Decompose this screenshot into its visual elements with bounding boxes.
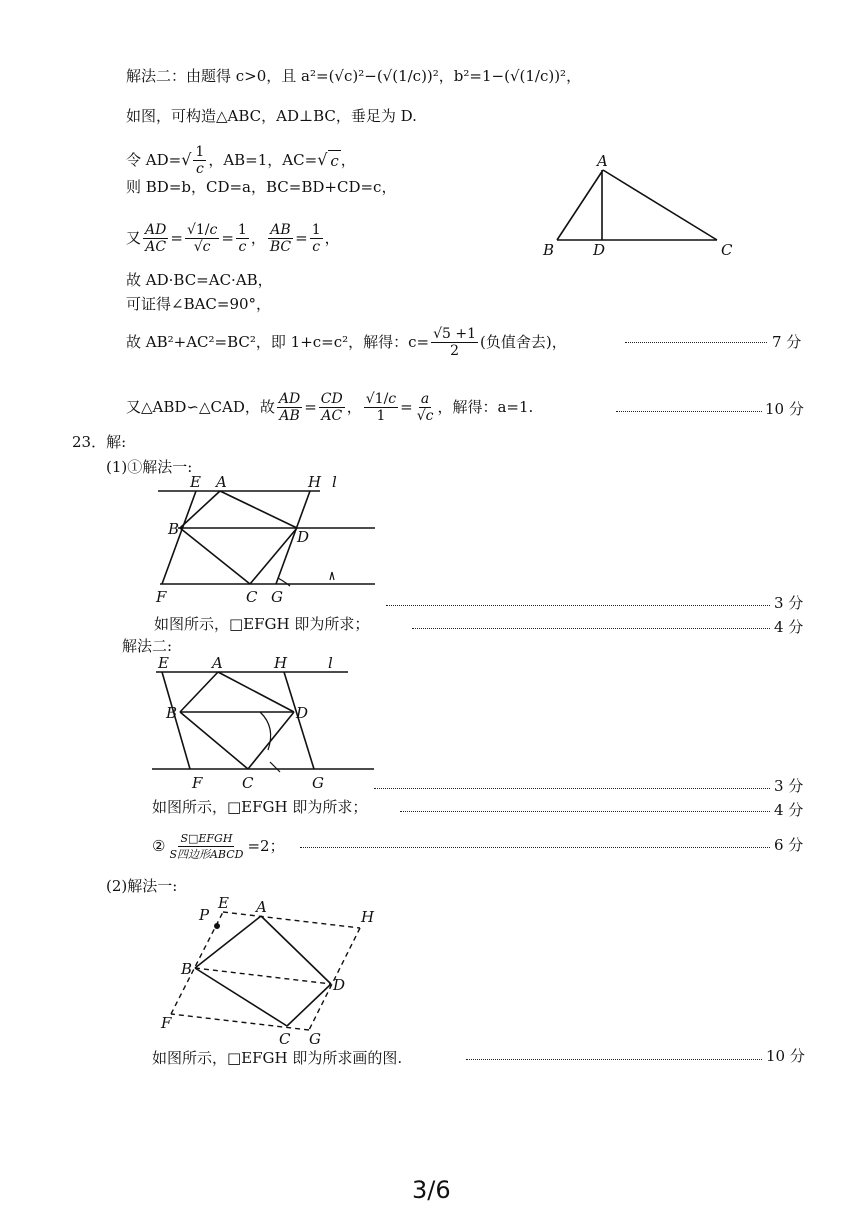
figure-method1 — [150, 470, 390, 610]
label-b: B — [543, 241, 555, 259]
label-l: l — [328, 654, 333, 672]
leader-dots — [300, 847, 770, 848]
leader-dots — [400, 811, 770, 812]
label-h: H — [308, 473, 322, 491]
label-c: C — [246, 588, 258, 606]
label-h: H — [274, 654, 288, 672]
label-d: D — [296, 704, 309, 722]
label-a: A — [256, 898, 267, 916]
label-g: G — [309, 1030, 321, 1048]
figure-part2 — [155, 892, 385, 1052]
label-b: B — [181, 960, 193, 978]
frac-root5: $\frac{√5 +1}{2}$ — [433, 325, 477, 359]
sol2-line3: 令 AD= √ $\frac{1}{c}$ ，AB=1，AC= √ c ， — [126, 143, 356, 177]
label-d: D — [593, 241, 606, 259]
q23-part1-title: (1)①解法一: — [106, 458, 193, 476]
eq-sign-4: = — [304, 398, 317, 416]
label-c: C — [242, 774, 254, 792]
label-p: P — [199, 906, 210, 924]
figure-method2 — [148, 652, 388, 797]
sol2-line7: 可证得∠BAC=90°， — [126, 295, 272, 313]
label-g: G — [312, 774, 324, 792]
leader-dots — [386, 605, 770, 606]
label-d: D — [297, 528, 310, 546]
leader-dots — [466, 1059, 762, 1060]
frac-1-c-2: $\frac{1}{c}$ — [311, 221, 321, 255]
label-f: F — [192, 774, 203, 792]
sol2-line8 — [126, 322, 567, 362]
sol2-line5-b: ， — [250, 229, 266, 247]
part2-conclusion: 如图所示，□EFGH 即为所求画的图. — [152, 1049, 403, 1067]
label-b: B — [166, 704, 178, 722]
label-e: E — [218, 894, 229, 912]
label-e: E — [190, 473, 201, 491]
sol2-line9-b: ， — [346, 398, 362, 416]
ratio-suffix: =2； — [247, 837, 285, 855]
eq-sign-5: = — [400, 398, 413, 416]
frac-ad-ac: $\frac{AD}{AC}$ — [145, 221, 167, 255]
triangle-abc-figure — [535, 150, 750, 265]
label-e: E — [158, 654, 169, 672]
sol2-line4: 则 BD=b，CD=a，BC=BD+CD=c， — [126, 178, 397, 196]
area-ratio-fraction: $\frac{\text{S□EFGH}}{\text{S四边形ABCD}}$ — [169, 831, 244, 861]
score-3b: 3 分 — [774, 777, 804, 795]
sol2-line9-c: ，解得：a=1. — [437, 398, 534, 416]
sol2-line3-a: 令 AD= — [126, 151, 182, 169]
score-3: 3 分 — [774, 594, 804, 612]
score-7: 7 分 — [772, 333, 802, 351]
score-10: 10 分 — [765, 400, 804, 418]
sol2-line8-a: 故 AB²+AC²=BC²，即 1+c=c²，解得：c= — [126, 333, 430, 351]
sqrt-c: c — [330, 151, 339, 170]
method1-conclusion: 如图所示，□EFGH 即为所求； — [154, 615, 370, 633]
method2-title: 解法二: — [122, 637, 173, 655]
label-h: H — [361, 908, 375, 926]
label-a: A — [597, 152, 608, 170]
sol2-line5-c: ， — [324, 229, 340, 247]
leader-dots — [616, 411, 762, 412]
label-g: G — [271, 588, 283, 606]
sol2-line5-a: 又 — [126, 229, 142, 247]
score-6: 6 分 — [774, 836, 804, 854]
circled-two: ② — [152, 837, 166, 855]
frac-1-c: $\frac{1}{c}$ — [237, 221, 247, 255]
sol2-line5 — [126, 212, 340, 264]
frac-a-sqrt-c: $\frac{a}{√c}$ — [416, 390, 434, 424]
frac-sqrt: $\frac{√1/c}{√c}$ — [186, 221, 218, 255]
label-f: F — [156, 588, 167, 606]
area-ratio-line — [152, 824, 285, 868]
score-10b: 10 分 — [766, 1047, 805, 1065]
score-4b: 4 分 — [774, 801, 804, 819]
sol2-line1 — [126, 66, 581, 86]
score-4: 4 分 — [774, 618, 804, 636]
label-l: l — [332, 473, 337, 491]
page-number: 3/6 — [412, 1176, 451, 1204]
sol2-line1-b: (√c)²−(√(1/c))²，b²=1−(√(1/c))²， — [328, 67, 582, 85]
sol2-line2: 如图，可构造△ABC，AD⊥BC，垂足为 D. — [126, 107, 417, 125]
frac-ad-ab: $\frac{AD}{AB}$ — [278, 390, 301, 424]
leader-dots — [412, 628, 770, 629]
label-a: A — [212, 654, 223, 672]
leader-dots — [374, 788, 770, 789]
part2-title: (2)解法一: — [106, 877, 178, 895]
label-a: A — [216, 473, 227, 491]
label-c: C — [279, 1030, 291, 1048]
label-b: B — [168, 520, 180, 538]
eq-sign-2: = — [221, 229, 234, 247]
sol2-line8-b: (负值舍去)， — [480, 333, 567, 351]
method2-conclusion: 如图所示，□EFGH 即为所求； — [152, 798, 368, 816]
eq-sign-3: = — [295, 229, 308, 247]
frac-cd-ac: $\frac{CD}{AC}$ — [320, 390, 343, 424]
frac-sqrt-over-1: $\frac{√1/c}{1}$ — [365, 390, 397, 424]
sol2-line6: 故 AD·BC=AC·AB， — [126, 271, 273, 289]
frac-ab-bc: $\frac{AB}{BC}$ — [269, 221, 292, 255]
eq-sign: = — [170, 229, 183, 247]
sol2-line3-c: ， — [340, 151, 356, 169]
sol2-line9 — [126, 382, 533, 432]
leader-dots — [625, 342, 767, 343]
sol2-line1-a: 解法二：由题得 c>0，且 a²= — [126, 67, 329, 85]
label-d: D — [333, 976, 346, 994]
label-f: F — [161, 1014, 172, 1032]
sol2-line3-b: ，AB=1，AC= — [208, 151, 318, 169]
sqrt-one-over-c: $\frac{1}{c}$ — [195, 143, 205, 177]
q23-header: 23．解: — [72, 433, 127, 451]
sol2-line9-a: 又△ABD∽△CAD，故 — [126, 398, 275, 416]
label-c: C — [721, 241, 733, 259]
